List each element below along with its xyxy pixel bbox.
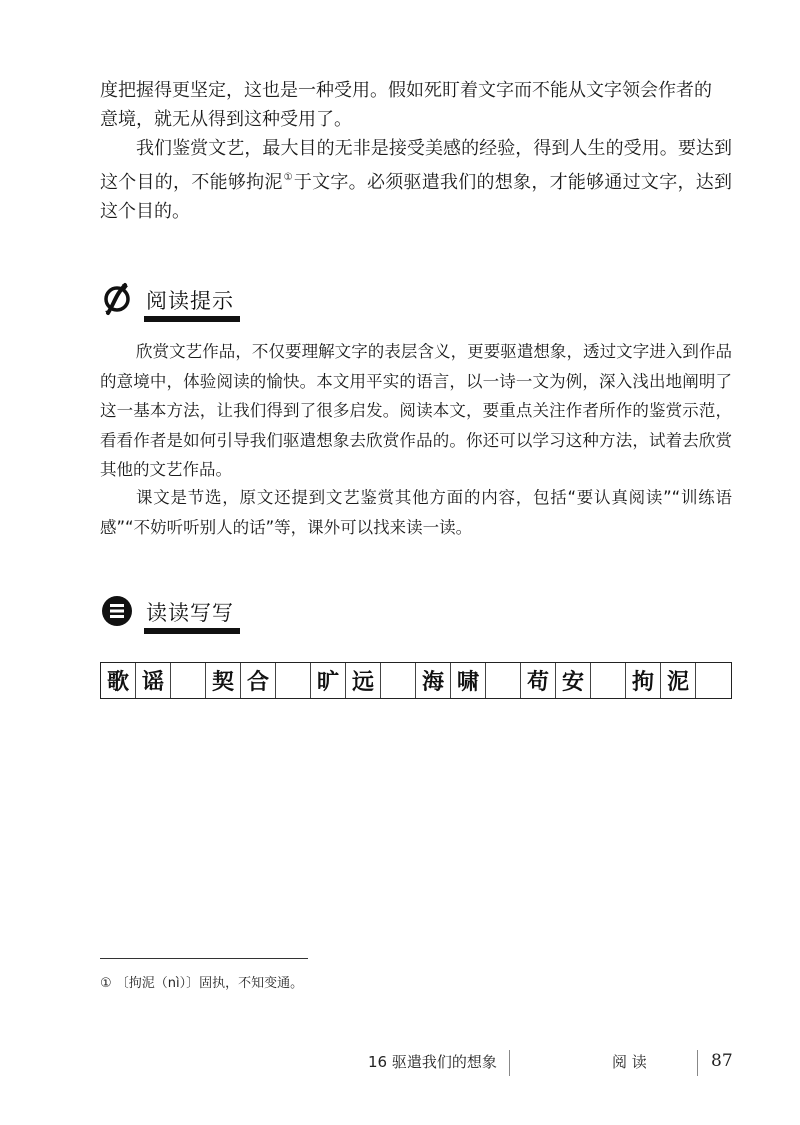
footer-lesson-title: 16 驱遣我们的想象	[368, 1052, 497, 1071]
body-paragraph-2	[100, 134, 732, 226]
p2-text-b: 于文字。必须驱遣我们的想象，才能够通过文字，达到这个目的。	[100, 172, 732, 222]
read-write-header	[100, 594, 260, 634]
grid-cell: 安	[556, 663, 591, 698]
grid-cell	[381, 663, 416, 698]
reading-hint-title: 阅读提示	[146, 289, 234, 313]
reading-hint-paragraph-1: 欣赏文艺作品，不仅要理解文字的表层含义，更要驱遣想象，透过文字进入到作品的意境中，体验阅读的愉快。本文用平实的语言，以一诗一文为例，深入浅出地阐明了这一基本方法，让我们得到了很多启发。阅读本文，要重点关注作者所作的鉴赏示范，看看作者是如何引导我们驱遣想象去欣赏作品的。你还可以学习这种方法，试着去欣赏其他的文艺作品。	[100, 342, 732, 479]
footnote-text: ① 〔拘泥（nì）〕固执，不知变通。	[100, 976, 304, 991]
p2-text-a: 我们鉴赏文艺，最大目的无非是接受美感的经验，得到人生的受用。要达到这个目的，不能够拘泥	[100, 138, 732, 193]
read-write-icon	[100, 594, 134, 628]
body-paragraph-1	[100, 76, 732, 134]
grid-cell: 契	[206, 663, 241, 698]
read-write-underline	[144, 628, 240, 634]
footer-divider-1	[509, 1050, 510, 1076]
grid-cell: 拘	[626, 663, 661, 698]
grid-cell: 远	[346, 663, 381, 698]
grid-cell: 旷	[311, 663, 346, 698]
grid-cell: 海	[416, 663, 451, 698]
grid-cell: 泥	[661, 663, 696, 698]
grid-cell: 谣	[136, 663, 171, 698]
p1-line-2: 意境，就无从得到这种受用了。	[100, 109, 352, 130]
reading-hint-paragraph-2: 课文是节选，原文还提到文艺鉴赏其他方面的内容，包括“要认真阅读”“训练语感”“不妨听听别人的话”等，课外可以找来读一读。	[100, 488, 732, 537]
grid-cell	[591, 663, 626, 698]
vocabulary-grid	[100, 662, 732, 699]
p1-line-1: 度把握得更坚定，这也是一种受用。假如死盯着文字而不能从文字领会作者的	[100, 80, 712, 101]
page-number: 87	[711, 1051, 733, 1071]
grid-cell	[276, 663, 311, 698]
grid-cell: 苟	[521, 663, 556, 698]
footer-divider-2	[697, 1050, 698, 1076]
grid-cell: 合	[241, 663, 276, 698]
footnote-marker[interactable]: ①	[283, 172, 293, 183]
grid-cell: 啸	[451, 663, 486, 698]
grid-cell: 歌	[101, 663, 136, 698]
reading-hint-icon	[100, 282, 134, 316]
footnote-divider	[100, 958, 308, 959]
reading-hint-underline	[144, 316, 240, 322]
grid-cell	[486, 663, 521, 698]
grid-cell	[171, 663, 206, 698]
grid-cell	[696, 663, 731, 698]
footer-section-label: 阅 读	[612, 1052, 647, 1071]
reading-hint-header	[100, 282, 260, 322]
read-write-title: 读读写写	[146, 601, 234, 625]
